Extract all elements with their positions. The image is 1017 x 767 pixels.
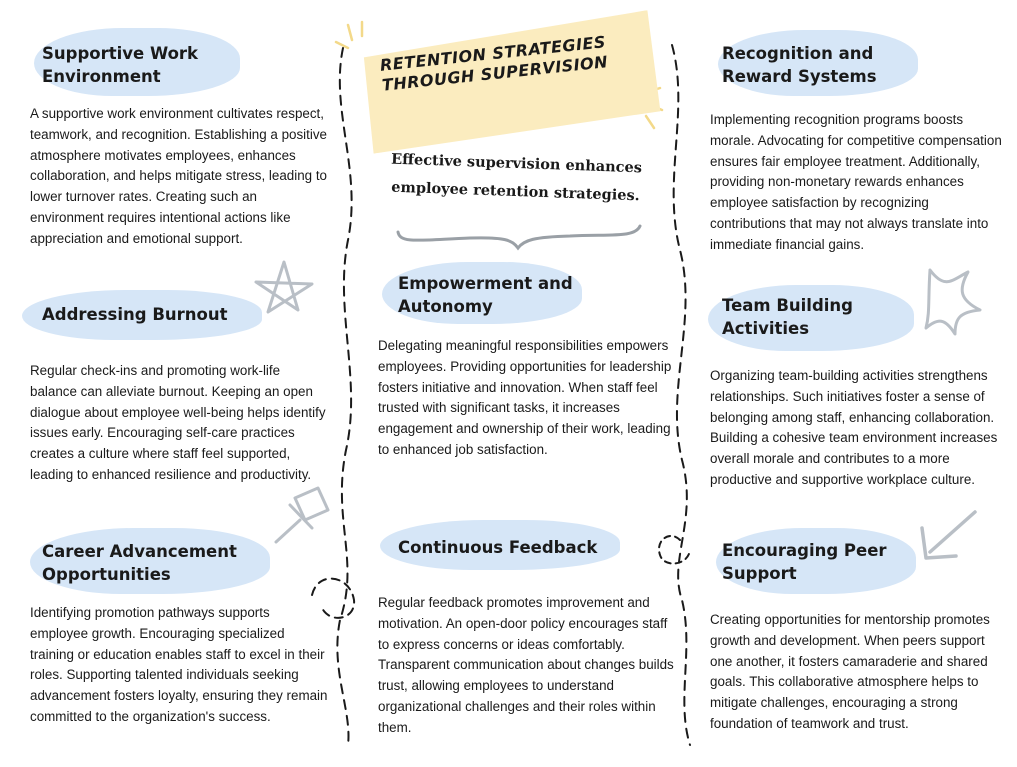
right-dashed-loop	[659, 536, 690, 564]
heading-encouraging-peer-support: Encouraging Peer Support	[722, 541, 887, 583]
heading-continuous-feedback: Continuous Feedback	[398, 538, 598, 557]
curly-brace-icon	[398, 226, 640, 248]
spiky-star-icon	[926, 270, 980, 334]
body-addressing-burnout: Regular check-ins and promoting work-life balance can alleviate burnout. Keeping an open dialogue about employee well-being helps identify issues early. Encouraging self-care practices creates a culture where staff feel supported, leading to enhanced resilience and productivity.	[30, 363, 326, 482]
body-encouraging-peer-support: Creating opportunities for mentorship promotes growth and development. When peers support one another, it fosters camaraderie and shared goals. This collaborative atmosphere helps to mitigate challenges, encouraging a strong foundation of teamwork and trust.	[710, 612, 990, 731]
body-career-advancement: Identifying promotion pathways supports employee growth. Encouraging specialized training or education enables staff to excel in their roles. Supporting talented individuals seeking advancement fosters loyalty, ensuring they remain committed to the organization's success.	[30, 605, 328, 724]
heading-team-building: Team Building Activities	[722, 296, 853, 338]
heading-career-advancement: Career Advancement Opportunities	[42, 542, 237, 584]
star-icon	[256, 262, 312, 312]
push-pin-icon	[276, 488, 328, 542]
heading-recognition-reward: Recognition and Reward Systems	[722, 44, 877, 86]
page-title: RETENTION STRATEGIES THROUGH SUPERVISION	[379, 32, 609, 95]
body-team-building: Organizing team-building activities strengthens relationships. Such initiatives foster a sense of belonging among staff, enhancing collaboration. Building a cohesive team environment increases overall morale and contributes to a more productive and supportive workplace culture.	[710, 368, 998, 487]
body-continuous-feedback: Regular feedback promotes improvement and motivation. An open-door policy encourages staff to express concerns or ideas comfortably. Transparent communication about changes builds trust, allowing employees to understand organizational challenges and their roles within them.	[378, 595, 674, 735]
page-subtitle: Effective supervision enhances employee retention strategies.	[390, 150, 643, 205]
arrow-icon	[922, 512, 975, 558]
body-recognition-reward: Implementing recognition programs boosts morale. Advocating for competitive compensation ensures fair employee treatment. Additionally, providing non-monetary rewards enhances employee satisfaction by recognizing contributions that may not always translate into immediate financial gains.	[710, 112, 1002, 252]
body-empowerment-autonomy: Delegating meaningful responsibilities empowers employees. Providing opportunities for leadership fosters initiative and innovation. When staff feel trusted with significant tasks, it increases engagement and ownership of their work, leading to enhanced job satisfaction.	[378, 338, 672, 457]
left-dashed-divider	[337, 48, 351, 745]
body-supportive-work-environment: A supportive work environment cultivates respect, teamwork, and recognition. Establishing a positive atmosphere motivates employees, enhances collaboration, and helps mitigate stress, leading to lower turnover rates. Creating such an environment requires intentional actions like appreciation and emotional support.	[30, 106, 328, 246]
heading-empowerment-autonomy: Empowerment and Autonomy	[398, 274, 573, 316]
sparkle-icon-left	[336, 22, 362, 48]
heading-addressing-burnout: Addressing Burnout	[42, 305, 228, 324]
heading-supportive-work-environment: Supportive Work Environment	[42, 44, 199, 86]
